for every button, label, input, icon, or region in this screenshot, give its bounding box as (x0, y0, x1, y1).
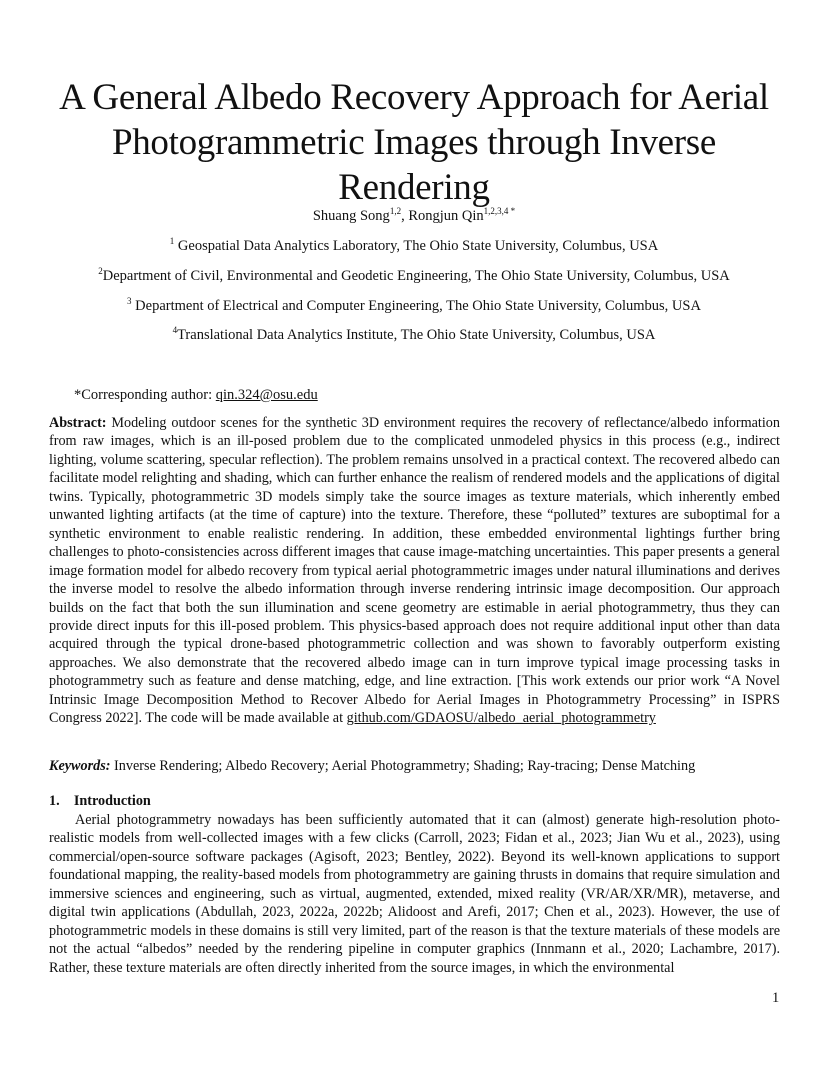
keywords-text: Inverse Rendering; Albedo Recovery; Aerial Photogrammetry; Shading; Ray-tracing; Dense Matching (110, 758, 696, 774)
affiliation-sup: 3 (127, 296, 132, 307)
page-number: 1 (772, 990, 780, 1006)
section-title: Introduction (73, 793, 151, 809)
code-repository-link[interactable]: github.com/GDAOSU/albedo_aerial_photogrammetry (346, 710, 656, 727)
paper-title: A General Albedo Recovery Approach for Aerial Photogrammetric Images through Inverse Rendering (59, 76, 769, 208)
affiliation-text: Department of Civil, Environmental and Geodetic Engineering, The Ohio State University, Columbus, USA (102, 268, 730, 284)
author-name: Rongjun Qin (408, 208, 484, 224)
affiliation-text: Geospatial Data Analytics Laboratory, The Ohio State University, Columbus, USA (177, 238, 659, 254)
affiliation-4 (0, 327, 828, 344)
author-affiliation-sup: 1,2 (389, 206, 402, 217)
affiliation-2 (0, 268, 828, 285)
author-name: Shuang Song (312, 208, 390, 224)
abstract (49, 414, 780, 728)
section-heading (49, 793, 151, 810)
affiliation-text: Department of Electrical and Computer Engineering, The Ohio State University, Columbus, USA (135, 298, 701, 314)
affiliation-sup: 1 (169, 236, 175, 247)
introduction-paragraph: Aerial photogrammetry nowadays has been sufficiently automated that it can (almost) generate high-resolution photo-realistic models from well-collected images with a few clicks (Carroll, 2023; Fidan et al., 2023; Jian Wu et al., 2023), using commercial/open-source software packages (Agisoft, 2023; Bentley, 2022). Beyond its well-known applications to support foundational mapping, the reality-based models from photogrammetry are gaining thrusts in domains that require simulation and immersive sciences and engineering, such as virtual, augmented, extended, mixed reality (VR/AR/XR/MR), metaverse, and digital twin applications (Abdullah, 2023, 2022a, 2022b; Alidoost and Arefi, 2017; Chen et al., 2023). However, the use of photogrammetric models in these domains is still very limited, part of the reason is that the texture materials of these models are not the actual “albedos” needed by the rendering pipeline in computer graphics (Innmann et al., 2020; Lachambre, 2017). Rather, these texture materials are often directly inherited from the source images, in which the environmental (49, 812, 780, 976)
affiliation-sup: 4 (172, 325, 178, 336)
corresponding-author (74, 387, 318, 404)
affiliation-text: Translational Data Analytics Institute, The Ohio State University, Columbus, USA (177, 327, 656, 343)
author-affiliation-sup: 1,2,3,4 * (483, 206, 516, 217)
corresponding-email-link[interactable]: qin.324@osu.edu (215, 387, 318, 403)
section-number: 1. (49, 793, 60, 809)
corresponding-label: *Corresponding author: (74, 387, 216, 403)
affiliation-1 (0, 238, 828, 255)
keywords (49, 758, 780, 775)
abstract-label: Abstract: (49, 415, 107, 431)
affiliation-3 (0, 298, 828, 315)
keywords-label: Keywords: (49, 758, 111, 774)
author-separator: , (401, 208, 409, 224)
author-line (0, 208, 828, 225)
abstract-text: Modeling outdoor scenes for the synthetic 3D environment requires the recovery of reflectance/albedo information from raw images, which is an ill-posed problem due to the complicated unmodeled physics in this process (e.g., indirect lighting, volume scattering, specular reflection). The problem remains unsolved in a practical context. The recovered albedo can facilitate model relighting and shading, which can further enhance the realism of rendered models and the applications of digital twins. Typically, photogrammetric 3D models simply take the source images as texture materials, which inherently embed unwanted lighting artifacts (at the time of capture) into the texture. Therefore, these “polluted” textures are suboptimal for a synthetic environment to enable realistic rendering. In addition, these embedded environmental lightings further bring challenges to photo-consistencies across different images that cause image-matching uncertainties. This paper presents a general image formation model for albedo recovery from typical aerial photogrammetric images under natural illuminations and derives the inverse model to resolve the albedo information through inverse rendering intrinsic image decomposition. Our approach builds on the fact that both the sun illumination and scene geometry are estimable in aerial photogrammetry, thus they can provide direct inputs for this ill-posed problem. This physics-based approach does not require additional input other than data acquired through the typical drone-based photogrammetric collection and was shown to favorably outperform existing approaches. We also demonstrate that the recovered albedo image can in turn improve typical image processing tasks in photogrammetry such as feature and dense matching, edge, and line extraction. [This work extends our prior work “A Novel Intrinsic Image Decomposition Method to Recover Albedo for Aerial Images in Photogrammetry Processing” in ISPRS Congress 2022]. The code will be made available at (49, 415, 780, 727)
affiliation-sup: 2 (98, 266, 103, 277)
